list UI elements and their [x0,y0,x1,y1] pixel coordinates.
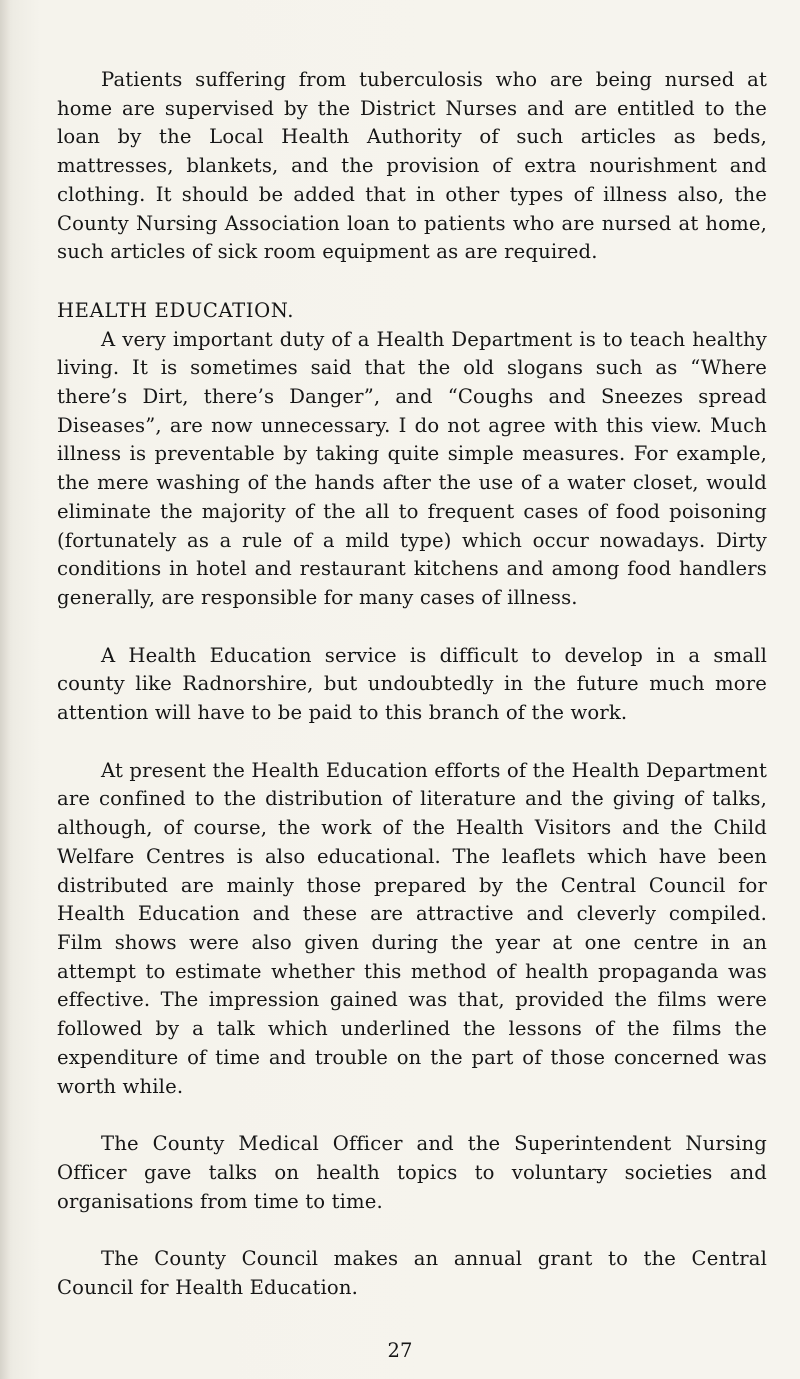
scan-edge [0,0,10,1379]
paragraph-annual-grant: The County Council makes an annual grant to the Central Council for Health Education. [57,1247,767,1300]
paragraph-healthy-living: A very important duty of a Health Department is to teach healthy living. It is sometimes said that the old slogans such as “Where there’s Dirt, there’s Danger”, and “Coughs and Sneezes spread Diseases”, are now unnecessary. I do not agree with this view. Much illness is preventable by taking quite simple measures. For example, the mere washing of the hands after the use of a water closet, would eliminate the majority of the all to frequent cases of food poisoning (fortunately as a rule of a mild type) which occur nowadays. Dirty conditions in hotel and restaurant kitchens and among food handlers generally, are responsible for many cases of illness. [57,327,767,609]
page-number: 27 [387,1339,413,1362]
paragraph-talks: The County Medical Officer and the Superintendent Nursing Officer gave talks on health topics to voluntary societies and organisations from time to time. [57,1132,767,1213]
document-body [57,66,767,1303]
paragraph-present-efforts: At present the Health Education efforts of the Health Department are confined to the distribution of literature and the giving of talks, although, of course, the work of the Health Visitors and the Child Welfare Centres is also educational. The leaflets which have been distributed are mainly those prepared by the Central Council for Health Education and these are attractive and cleverly compiled. Film shows were also given during the year at one centre in an attempt to estimate whether this method of health propaganda was effective. The impression gained was that, provided the films were followed by a talk which underlined the lessons of the films the expenditure of time and trouble on the part of those concerned was worth while. [57,758,767,1098]
paragraph-tuberculosis-nursing: Patients suffering from tuberculosis who are being nursed at home are supervised by the District Nurses and are entitled to the loan by the Local Health Authority of such articles as beds, mattresses, blankets, and the provision of extra nourishment and clothing. It should be added that in other types of illness also, the County Nursing Association loan to patients who are nursed at home, such articles of sick room equipment as are required. [57,68,767,264]
section-heading: HEALTH EDUCATION. [57,298,295,322]
paragraph-health-education-service: A Health Education service is difficult to develop in a small county like Radnorshire, but undoubtedly in the future much more attention will have to be paid to this branch of the work. [57,643,767,725]
